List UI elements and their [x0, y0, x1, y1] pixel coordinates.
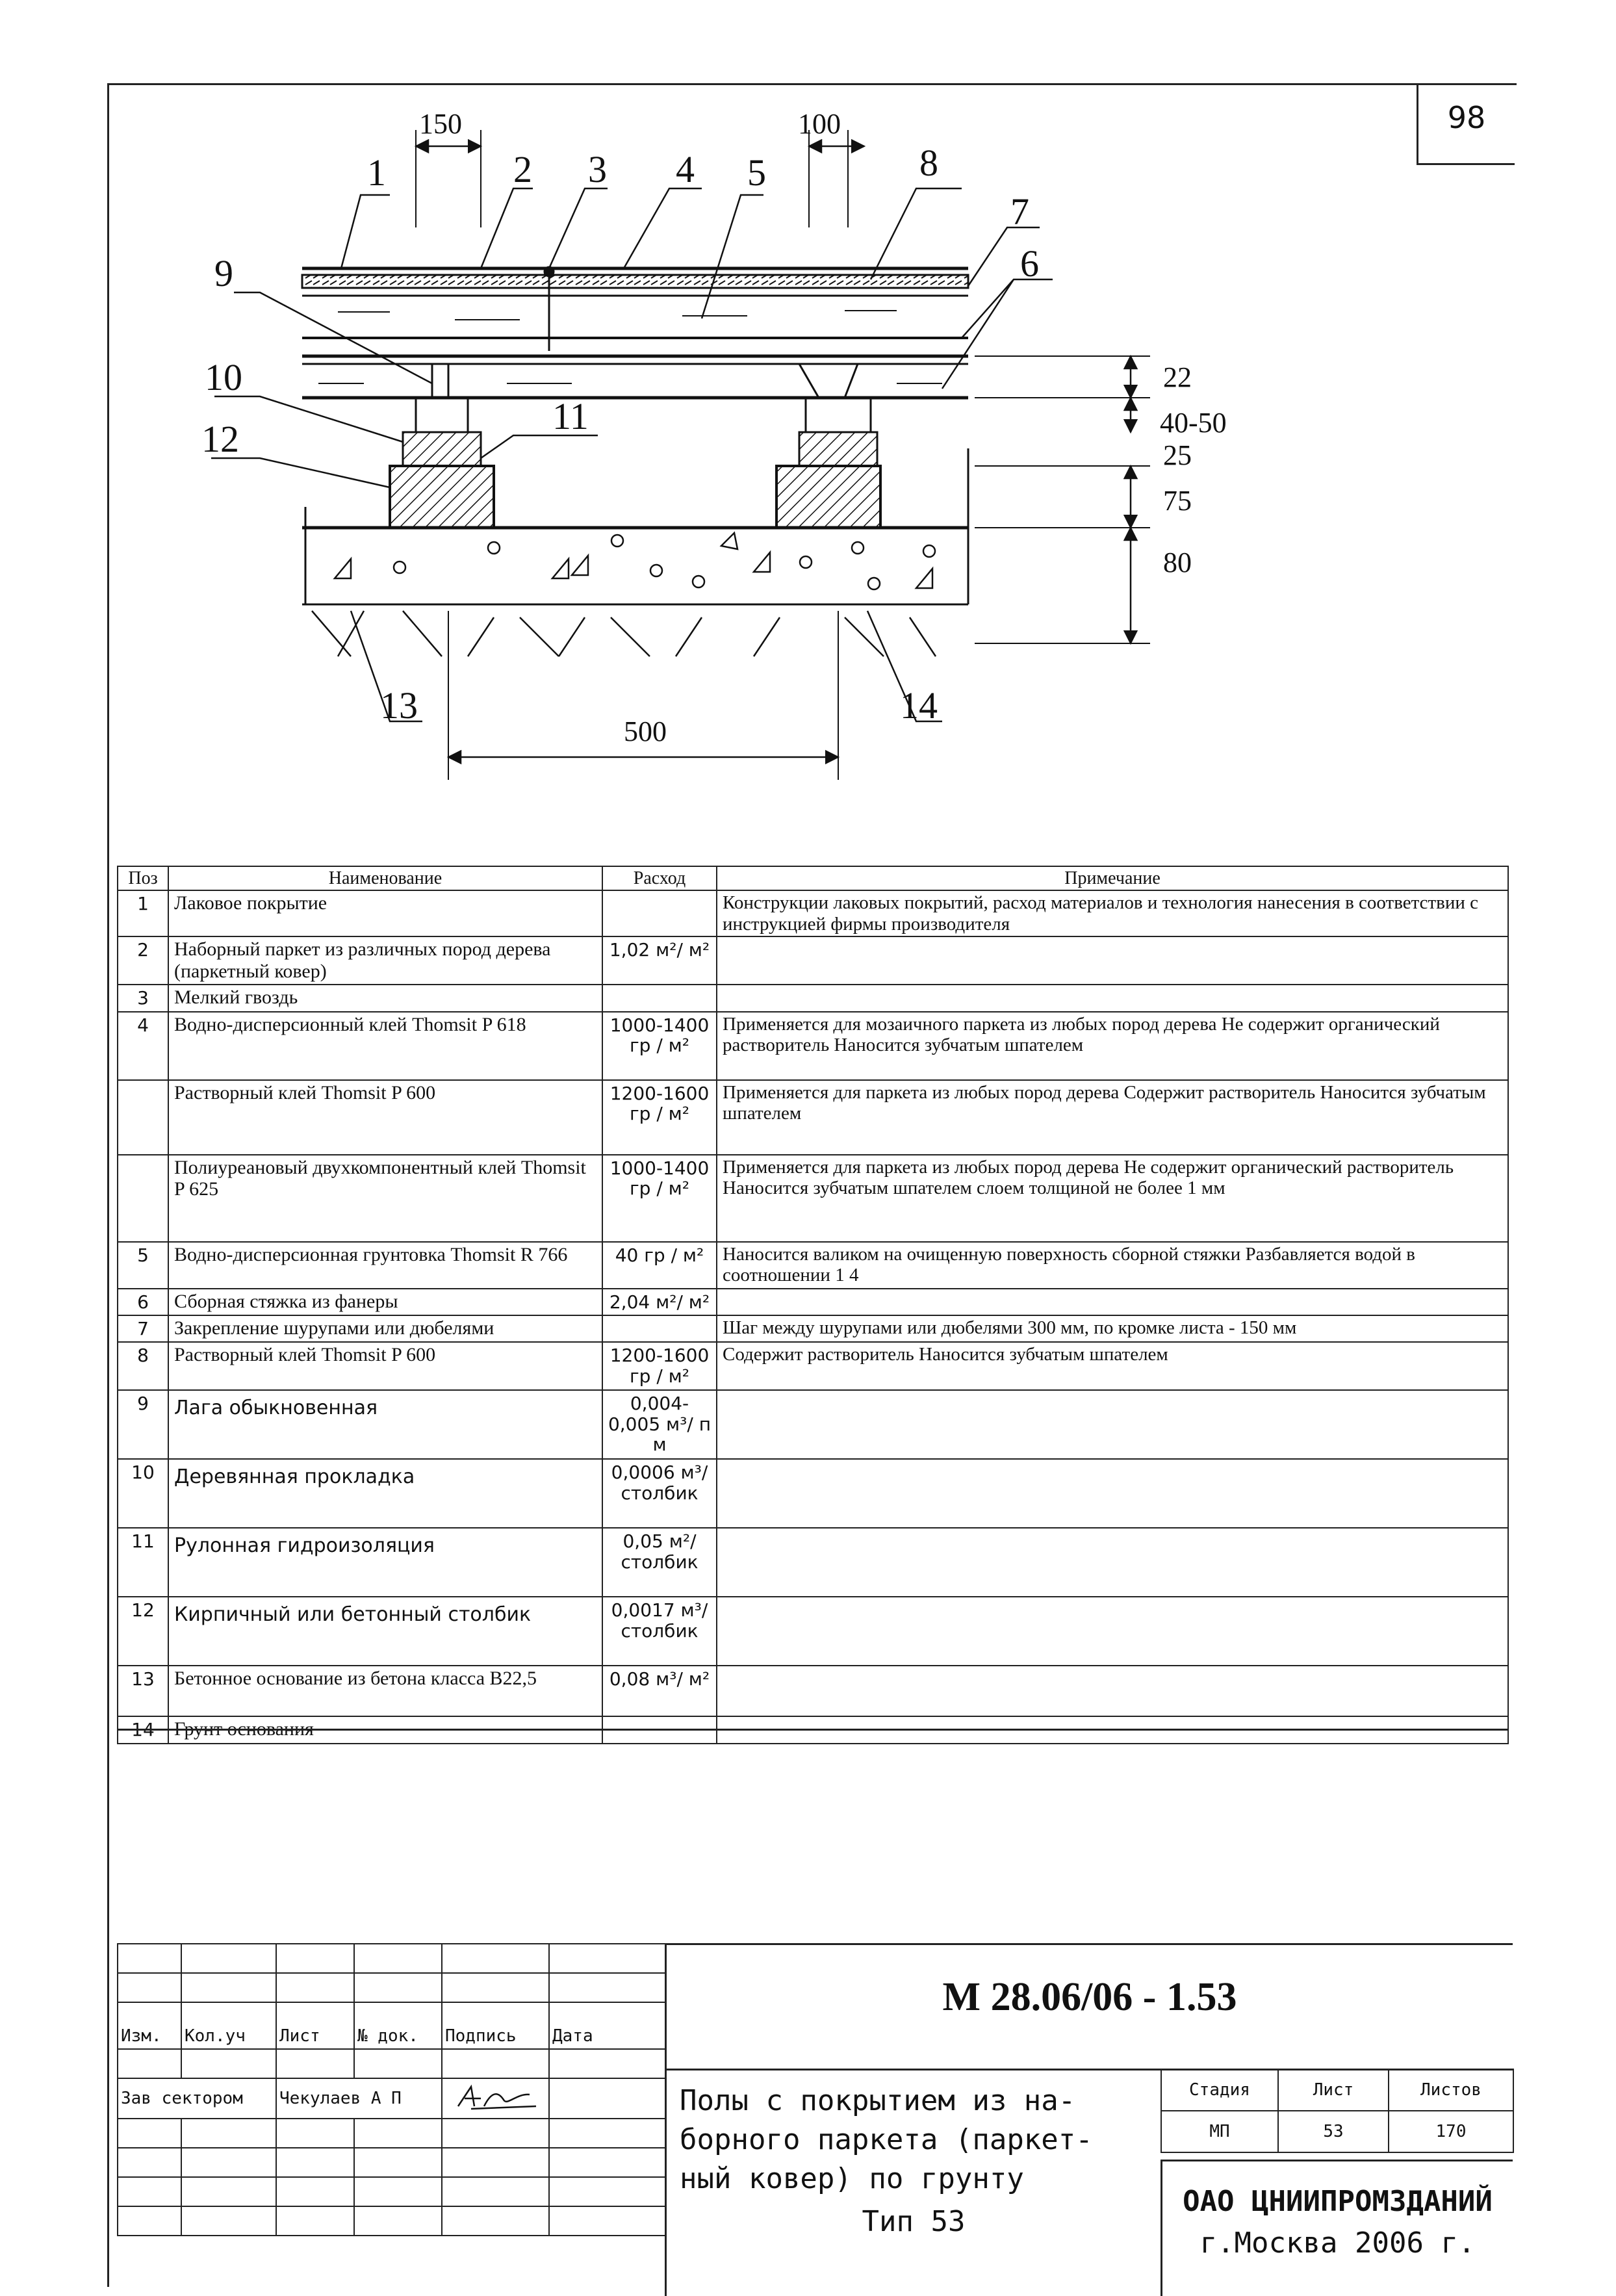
callout-2: 2: [513, 148, 532, 190]
callout-7: 7: [1010, 190, 1029, 233]
drawing-type: Тип 53: [862, 2205, 966, 2238]
callout-10: 10: [205, 356, 242, 398]
col-signature: Подпись: [442, 2002, 549, 2049]
title-block-revisions: [117, 1943, 666, 2236]
table-row: 3 Мелкий гвоздь: [118, 985, 1508, 1011]
callout-9: 9: [214, 252, 233, 294]
table-row: 11 Рулонная гидроизоляция 0,05 м²/ столбик: [118, 1528, 1508, 1597]
table-row: 2 Наборный паркет из различных пород дерева (паркетный ковер) 1,02 м²/ м²: [118, 936, 1508, 985]
organization: ОАО ЦНИИПРОМЗДАНИЙ г.Москва 2006 г.: [1161, 2160, 1513, 2296]
table-row: 8 Растворный клей Thomsit P 600 1200-1600 гр / м² Содержит растворитель Наносится зубчатым шпателем: [118, 1342, 1508, 1390]
callout-1: 1: [367, 151, 386, 194]
callout-4: 4: [676, 148, 695, 190]
col-date: Дата: [549, 2002, 665, 2049]
col-pos: Поз: [118, 866, 168, 890]
table-row: 9 Лага обыкновенная 0,004-0,005 м³/ п м: [118, 1390, 1508, 1459]
sheets-label: Листов: [1389, 2069, 1513, 2111]
table-row: 7 Закрепление шурупами или дюбелями Шаг между шурупами или дюбелями 300 мм, по кромке листа - 150 мм: [118, 1315, 1508, 1342]
callout-12: 12: [201, 418, 239, 460]
table-row: 10 Деревянная прокладка 0,0006 м³/ столбик: [118, 1459, 1508, 1528]
dim-80: 80: [1163, 547, 1192, 578]
col-note: Примечание: [717, 866, 1508, 890]
dim-500: 500: [624, 716, 667, 747]
callout-3: 3: [588, 148, 607, 190]
col-doc: № док.: [354, 2002, 442, 2049]
callout-8: 8: [919, 142, 938, 184]
sheets-value: 170: [1389, 2111, 1513, 2152]
stage-value: МП: [1161, 2111, 1278, 2152]
callout-6: 6: [1020, 242, 1039, 285]
floor-section-drawing: [0, 0, 1616, 864]
table-row: 1 Лаковое покрытие Конструкции лаковых покрытий, расход материалов и технология нанесения в соответствии с инструкцией фирмы производителя: [118, 890, 1508, 936]
title-block: [665, 1943, 1513, 2296]
dim-100: 100: [798, 108, 841, 140]
role-label: Зав сектором: [118, 2078, 276, 2119]
table-row: 6 Сборная стяжка из фанеры 2,04 м²/ м²: [118, 1289, 1508, 1315]
callout-14: 14: [900, 684, 938, 727]
sheet-label: Лист: [1278, 2069, 1389, 2111]
drawing-title: Полы с покрытием из на- борного паркета (паркет- ный ковер) по грунту: [680, 2084, 1093, 2195]
callout-5: 5: [747, 151, 766, 194]
dim-40-50: 40-50: [1160, 407, 1227, 439]
document-code: М 28.06/06 - 1.53: [667, 1945, 1513, 2070]
signature: [442, 2078, 549, 2119]
table-row: 4 Водно-дисперсионный клей Thomsit P 618 1000-1400 гр / м² Применяется для мозаичного паркета из любых пород дерева Не содержит органический растворитель Наносится зубчатым шпателем: [118, 1012, 1508, 1080]
dim-75: 75: [1163, 485, 1192, 517]
person-name: Чекулаев А П: [276, 2078, 442, 2119]
sheet-number: 98: [1417, 85, 1515, 165]
sheet-value: 53: [1278, 2111, 1389, 2152]
col-list: Лист: [276, 2002, 354, 2049]
col-izm: Изм.: [118, 2002, 181, 2049]
callout-13: 13: [380, 684, 418, 727]
callout-11: 11: [552, 395, 589, 437]
table-row: 5 Водно-дисперсионная грунтовка Thomsit R 766 40 гр / м² Наносится валиком на очищенную поверхность сборной стяжки Разбавляется водой в соотношении 1 4: [118, 1242, 1508, 1289]
dim-150: 150: [419, 108, 462, 140]
table-row: 12 Кирпичный или бетонный столбик 0,0017 м³/ столбик: [118, 1597, 1508, 1666]
specification-table: [117, 866, 1509, 1744]
stage-label: Стадия: [1161, 2069, 1278, 2111]
col-rate: Расход: [602, 866, 717, 890]
table-row: 13 Бетонное основание из бетона класса В22,5 0,08 м³/ м²: [118, 1666, 1508, 1716]
table-row: Растворный клей Thomsit P 600 1200-1600 гр / м² Применяется для паркета из любых пород дерева Содержит растворитель Наносится зубчатым шпателем: [118, 1080, 1508, 1155]
table-row: Полиуреановый двухкомпонентный клей Thomsit P 625 1000-1400 гр / м² Применяется для паркета из любых пород дерева Не содержит органический растворитель Наносится зубчатым шпателем слоем толщиной не более 1 мм: [118, 1155, 1508, 1242]
table-row: 14 Грунт основания: [118, 1716, 1508, 1743]
col-kol-uch: Кол.уч: [181, 2002, 276, 2049]
col-name: Наименование: [168, 866, 602, 890]
dim-22: 22: [1163, 361, 1192, 393]
table-bottom-rule: [117, 1729, 1507, 1731]
dim-25: 25: [1163, 439, 1192, 471]
stage-table: [1161, 2069, 1514, 2153]
